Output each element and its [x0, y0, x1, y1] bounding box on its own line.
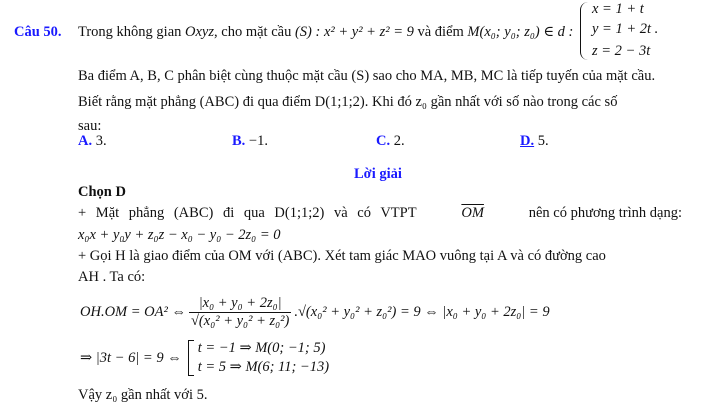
option-d-correct[interactable]: [520, 133, 549, 150]
plane-equation: x₀x + y₀y + z₀z − x₀ − y₀ − 2z₀ = 0: [78, 227, 281, 243]
question-line3: Biết rằng mặt phẳng (ABC) đi qua điểm D(1;1;2). Khi đó z₀ gần nhất với số nào trong các số: [78, 94, 618, 110]
eq2-rest: .√(x₀² + y₀² + z₀²) = 9 ⇔ |x₀ + y₀ + 2z₀| = 9: [294, 303, 550, 320]
option-value: −1.: [248, 133, 268, 149]
option-key: A.: [78, 133, 93, 149]
eq3-cases: [188, 338, 338, 378]
line-d-z: z = 2 − 3t: [592, 43, 651, 59]
solution-p1: [78, 205, 682, 222]
eq2-left: OH.OM = OA² ⇔: [80, 303, 186, 320]
option-value: 2.: [393, 133, 405, 149]
line-d-y: y = 1 + 2t .: [592, 21, 659, 37]
equation-oh-om: [80, 288, 550, 336]
stem-text: Trong không gian: [78, 24, 182, 40]
stem-text-3: và điểm: [417, 24, 464, 40]
question-line2: Ba điểm A, B, C phân biệt cùng thuộc mặt cầu (S) sao cho MA, MB, MC là tiếp tuyến của mặt cầu.: [78, 68, 656, 84]
question-label: Câu 50.: [14, 24, 62, 40]
option-a[interactable]: [78, 133, 107, 150]
case-1: t = −1 ⇒ M(0; −1; 5): [197, 340, 326, 356]
stem-text-2: , cho mặt cầu: [214, 24, 292, 40]
conclusion: Vậy z₀ gần nhất với 5.: [78, 387, 208, 403]
option-key: D.: [520, 133, 535, 149]
solution-choice: Chọn D: [78, 184, 126, 200]
eq2-numerator: |x₀ + y₀ + 2z₀|: [189, 295, 291, 313]
left-bracket: [188, 340, 194, 376]
line-d-x: x = 1 + t: [592, 1, 644, 17]
vector-om: $\overline{OM}$: [461, 205, 484, 221]
option-key: C.: [376, 133, 391, 149]
line-d-system: [580, 0, 700, 64]
eq2-fraction: [189, 295, 291, 330]
left-brace: [580, 2, 589, 60]
option-value: 3.: [95, 133, 107, 149]
equation-3t: [80, 338, 338, 378]
option-value: 5.: [537, 133, 549, 149]
option-b[interactable]: [232, 133, 268, 150]
solution-p2: + Gọi H là giao điểm của OM với (ABC). Xét tam giác MAO vuông tại A và có đường cao: [78, 248, 606, 264]
case-2: t = 5 ⇒ M(6; 11; −13): [197, 359, 330, 375]
solution-p1-end: nên có phương trình dạng:: [528, 205, 682, 221]
solution-p1-text: + Mặt phẳng (ABC) đi qua D(1;1;2) và có VTPT: [78, 205, 417, 221]
eq2-denominator: √(x₀² + y₀² + z₀²): [190, 312, 290, 329]
question-line4: sau:: [78, 118, 102, 134]
question-stem-line1: [78, 24, 573, 41]
eq3-left: ⇒ |3t − 6| = 9 ⇔: [80, 349, 182, 366]
space-name: Oxyz: [185, 24, 215, 40]
solution-p3: AH . Ta có:: [78, 269, 146, 285]
option-key: B.: [232, 133, 246, 149]
solution-heading: Lời giải: [354, 166, 402, 182]
option-c[interactable]: [376, 133, 405, 150]
point-m: M(x₀; y₀; z₀) ∈ d :: [467, 24, 574, 40]
sphere-equation: (S) : x² + y² + z² = 9: [294, 24, 414, 40]
